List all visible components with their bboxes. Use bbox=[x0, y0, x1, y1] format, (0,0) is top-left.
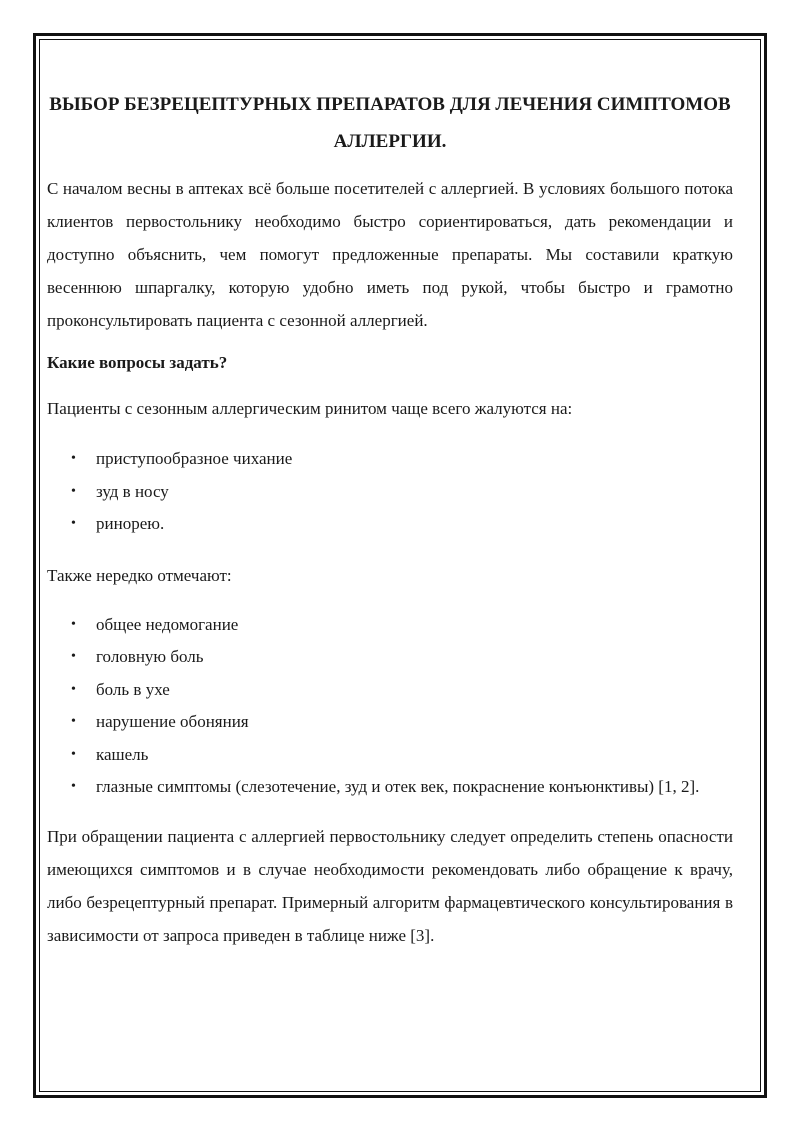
list-item-text: ринорею. bbox=[96, 514, 165, 533]
list-item bbox=[47, 641, 733, 674]
bullet-icon: • bbox=[71, 746, 76, 762]
complaints-intro: Пациенты с сезонным аллергическим ринитом чаще всего жалуются на: bbox=[47, 399, 573, 418]
list-item bbox=[47, 771, 733, 804]
bullet-icon: • bbox=[71, 483, 76, 499]
document-title: ВЫБОР БЕЗРЕЦЕПТУРНЫХ ПРЕПАРАТОВ ДЛЯ ЛЕЧЕНИЯ СИМПТОМОВ АЛЛЕРГИИ. bbox=[49, 94, 731, 152]
list-item-text: общее недомогание bbox=[96, 614, 239, 634]
list-item bbox=[47, 609, 733, 642]
also-intro: Также нередко отмечают: bbox=[47, 565, 232, 585]
bullet-icon: • bbox=[71, 616, 76, 632]
list-item-text: кашель bbox=[96, 744, 149, 764]
list-item-text: приступообразное чихание bbox=[96, 449, 293, 468]
list-item bbox=[47, 706, 733, 739]
bullet-icon: • bbox=[71, 779, 76, 794]
intro-paragraph: С началом весны в аптеках всё больше посетителей с аллергией. В условиях большого потока клиентов первостольнику необходимо быстро сориентироваться, дать рекомендации и доступно объяснить, чем помогут предложенные препараты. Мы составили краткую весеннюю шпаргалку, которую удобно иметь под рукой, чтобы быстро и грамотно проконсультировать пациента с сезонной аллергией. bbox=[47, 179, 733, 330]
document-body bbox=[47, 86, 733, 952]
bullet-icon: • bbox=[71, 516, 76, 531]
complaints-list bbox=[47, 443, 733, 541]
closing-paragraph: При обращении пациента с аллергией первостольнику следует определить степень опасности имеющихся симптомов и в случае необходимости рекомендовать либо обращение к врачу, либо безрецептурный препарат. Примерный алгоритм фармацевтического консультирования в зависимости от запроса приведен в таблице ниже [3]. bbox=[47, 826, 733, 945]
list-item-text: головную боль bbox=[96, 647, 204, 666]
bullet-icon: • bbox=[71, 681, 76, 697]
bullet-icon: • bbox=[71, 649, 76, 664]
list-item bbox=[47, 508, 733, 541]
list-item bbox=[47, 476, 733, 509]
list-item bbox=[47, 674, 733, 707]
also-symptoms-list bbox=[47, 609, 733, 804]
list-item-text: зуд в носу bbox=[96, 481, 169, 501]
questions-heading: Какие вопросы задать? bbox=[47, 353, 228, 372]
list-item-text: нарушение обоняния bbox=[96, 712, 249, 731]
bullet-icon: • bbox=[71, 451, 76, 466]
list-item-text: боль в ухе bbox=[96, 679, 170, 699]
bullet-icon: • bbox=[71, 714, 76, 729]
list-item bbox=[47, 443, 733, 476]
list-item-text: глазные симптомы (слезотечение, зуд и отек век, покраснение конъюнктивы) [1, 2]. bbox=[96, 777, 700, 796]
list-item bbox=[47, 739, 733, 772]
